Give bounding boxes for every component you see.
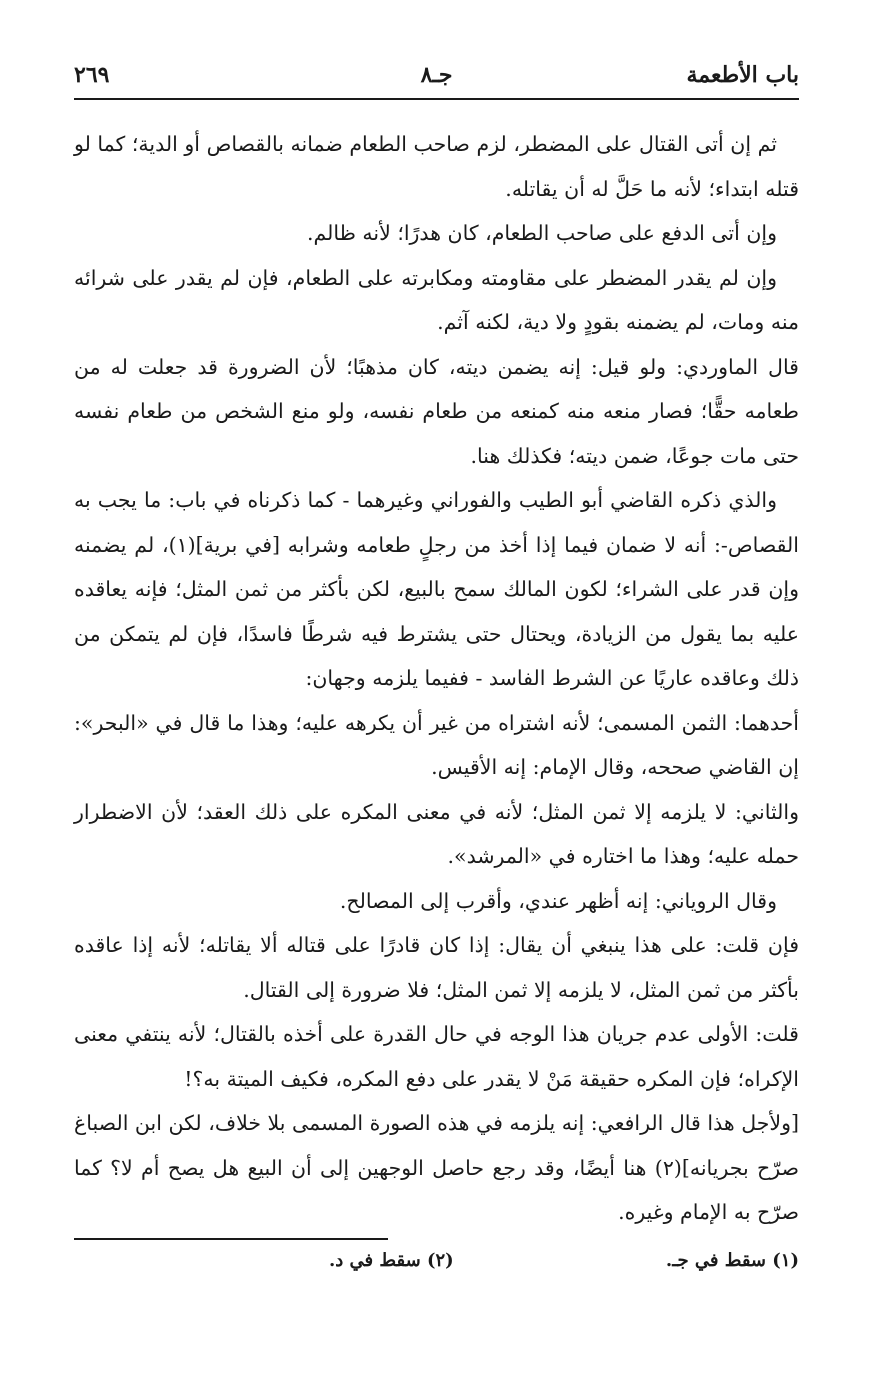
paragraph: فإن قلت: على هذا ينبغي أن يقال: إذا كان قادرًا على قتاله ألا يقاتله؛ لأنه إذا عاقده بأكثر من ثمن المثل، لا يلزمه إلا ثمن المثل؛ فلا ضرورة إلى القتال. bbox=[74, 933, 799, 1002]
volume-label: جـ٨ bbox=[420, 62, 453, 88]
paragraph: وقال الروياني: إنه أظهر عندي، وأقرب إلى المصالح. bbox=[339, 888, 777, 913]
page-header bbox=[74, 58, 799, 100]
page-number: ٢٦٩ bbox=[74, 62, 110, 88]
paragraph: ثم إن أتى القتال على المضطر، لزم صاحب الطعام ضمانه بالقصاص أو الدية؛ كما لو قتله ابتداء؛ لأنه ما حَلَّ له أن يقاتله. bbox=[74, 132, 799, 201]
paragraph: أحدهما: الثمن المسمى؛ لأنه اشتراه من غير أن يكرهه عليه؛ وهذا ما قال في «البحر»: إن القاضي صححه، وقال الإمام: إنه الأقيس. bbox=[74, 710, 799, 779]
footnote: (١) سقط في جـ. bbox=[665, 1250, 799, 1271]
paragraph: قلت: الأولى عدم جريان هذا الوجه في حال القدرة على أخذه بالقتال؛ لأنه ينتفي معنى الإكراه؛ فإن المكره حقيقة مَنْ لا يقدر على دفع المكره، فكيف الميتة به؟! bbox=[74, 1022, 799, 1091]
footnote: (٢) سقط في د. bbox=[329, 1250, 454, 1271]
chapter-title: باب الأطعمة bbox=[686, 62, 799, 88]
paragraph: والذي ذكره القاضي أبو الطيب والفوراني وغيرهما - كما ذكرناه في باب: ما يجب به القصاص-: أنه لا ضمان فيما إذا أخذ من رجلٍ طعامه وشرابه [في برية](١)، لم يضمنه وإن قدر على الشراء؛ لكون المالك سمح بالبيع، لكن بأكثر من ثمن المثل؛ فإنه يعاقده عليه بما يقول من الزيادة، ويحتال حتى يشترط فيه شرطًا فاسدًا، فإن لم يتمكن من ذلك وعاقده عاريًا عن الشرط الفاسد - ففيما يلزمه وجهان: bbox=[74, 488, 799, 690]
paragraph: والثاني: لا يلزمه إلا ثمن المثل؛ لأنه في معنى المكره على ذلك العقد؛ لأن الاضطرار حمله عليه؛ وهذا ما اختاره في «المرشد». bbox=[74, 799, 799, 868]
footnote-divider bbox=[74, 1238, 388, 1240]
paragraph: وإن أتى الدفع على صاحب الطعام، كان هدرًا؛ لأنه ظالم. bbox=[306, 221, 777, 245]
paragraph: وإن لم يقدر المضطر على مقاومته ومكابرته على الطعام، فإن لم يقدر على شرائه منه ومات، لم يضمنه بقودٍ ولا دية، لكنه آثم. bbox=[74, 265, 799, 334]
paragraph: قال الماوردي: ولو قيل: إنه يضمن ديته، كان مذهبًا؛ لأن الضرورة قد جعلت له من طعامه حقًّا؛ فصار منعه منه كمنعه من طعام نفسه، ولو منع الشخص من طعام نفسه حتى مات جوعًا، ضمن ديته؛ فكذلك هنا. bbox=[74, 354, 799, 468]
main-text bbox=[74, 122, 799, 1235]
paragraph: [ولأجل هذا قال الرافعي: إنه يلزمه في هذه الصورة المسمى بلا خلاف، لكن ابن الصباغ صرّح بجريانه](٢) هنا أيضًا، وقد رجع حاصل الوجهين إلى أن البيع هل يصح أم لا؟ كما صرّح به الإمام وغيره. bbox=[74, 1111, 799, 1224]
